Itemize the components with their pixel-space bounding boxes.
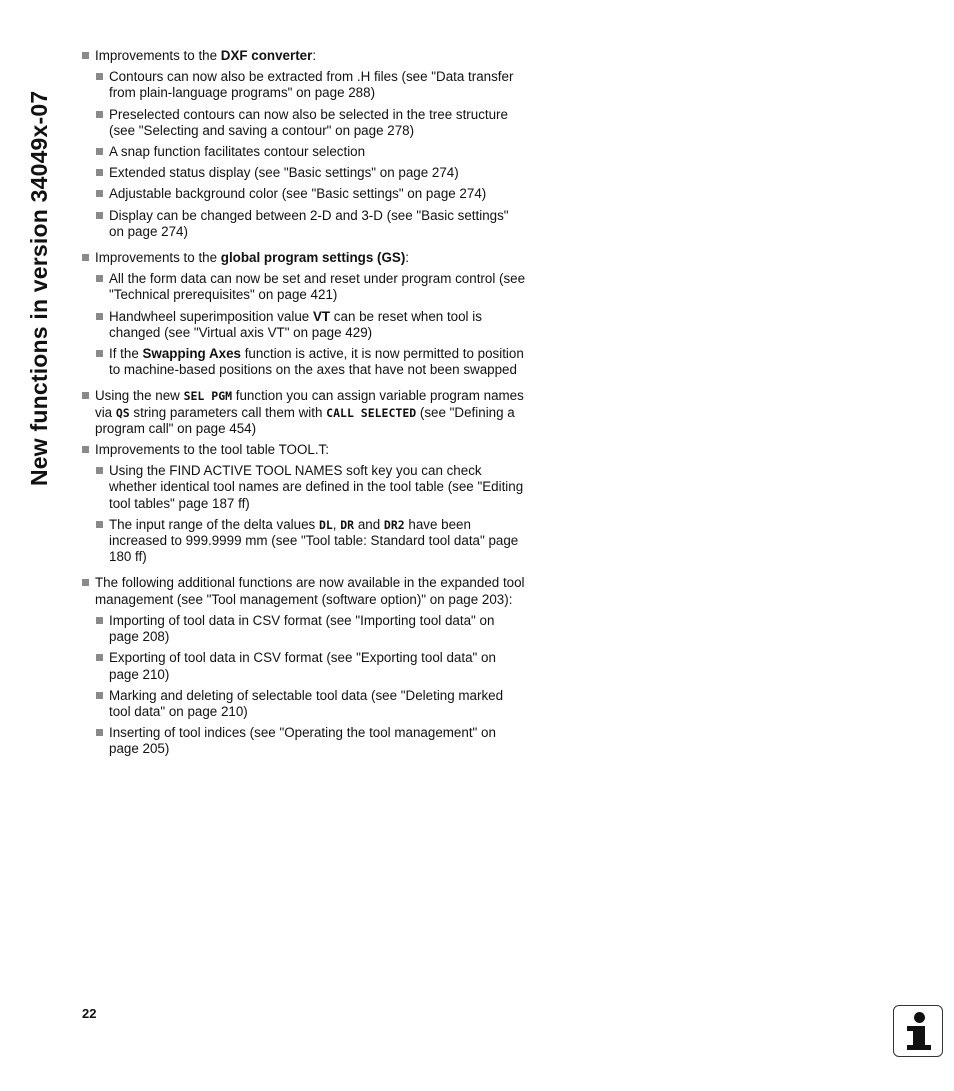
- sub-item-text: Marking and deleting of selectable tool data (see "Deleting marked tool data" on page 210): [109, 687, 504, 719]
- item-bold: global program settings (GS): [220, 250, 406, 266]
- item-text: Using the new: [95, 388, 184, 404]
- code-keyword: CALL SELECTED: [326, 405, 417, 420]
- square-bullet-icon: [96, 729, 103, 736]
- item-text: function you can assign variable program names via: [95, 388, 524, 420]
- item-bold: DXF converter: [220, 48, 313, 63]
- square-bullet-icon: [82, 392, 89, 399]
- code-keyword: DR2: [383, 517, 405, 532]
- side-title: New functions in version 34049x-07: [26, 90, 52, 486]
- square-bullet-icon: [82, 579, 89, 586]
- list-item: [82, 388, 527, 437]
- sub-item-text: and: [354, 516, 384, 532]
- sub-list-item: [82, 613, 527, 645]
- sub-item-text: Adjustable background color (see "Basic settings" on page 274): [109, 186, 487, 202]
- square-bullet-icon: [96, 190, 103, 197]
- sub-list-item: [82, 346, 527, 378]
- sub-item-text: Using the FIND ACTIVE TOOL NAMES soft key you can check whether identical tool names are defined in the tool table (see "Editing tool tables" page 187 ff): [109, 463, 524, 511]
- square-bullet-icon: [82, 254, 89, 261]
- sub-item-text: Handwheel superimposition value: [109, 308, 313, 324]
- item-text: Improvements to the: [95, 48, 221, 63]
- square-bullet-icon: [96, 654, 103, 661]
- sub-list-item: [82, 517, 527, 566]
- sub-list-item: [82, 165, 527, 181]
- sub-list-item: [82, 309, 527, 341]
- code-keyword: QS: [115, 405, 130, 420]
- item-text: string parameters call them with: [129, 404, 327, 420]
- sub-list-item: [82, 688, 527, 720]
- sub-list-item: [82, 650, 527, 682]
- code-keyword: DR: [340, 517, 355, 532]
- sub-item-text: A snap function facilitates contour selection: [109, 144, 366, 160]
- item-text: The following additional functions are now available in the expanded tool management (see "Tool management (software option)" on page 203):: [95, 575, 525, 607]
- sub-item-text: Extended status display (see "Basic settings" on page 274): [109, 165, 459, 181]
- page-number: 22: [82, 1006, 97, 1021]
- square-bullet-icon: [96, 275, 103, 282]
- square-bullet-icon: [96, 73, 103, 80]
- square-bullet-icon: [96, 692, 103, 699]
- square-bullet-icon: [82, 52, 89, 59]
- square-bullet-icon: [96, 467, 103, 474]
- square-bullet-icon: [96, 617, 103, 624]
- info-i-icon: [893, 1005, 943, 1057]
- sub-item-text: Display can be changed between 2-D and 3-D (see "Basic settings" on page 274): [109, 207, 509, 239]
- sub-item-text: can be reset when tool is changed (see "Virtual axis VT" on page 429): [109, 308, 482, 340]
- sub-item-text: ,: [332, 516, 341, 532]
- square-bullet-icon: [82, 446, 89, 453]
- sub-list-item: [82, 463, 527, 512]
- info-dot: [914, 1012, 925, 1023]
- item-text: Improvements to the tool table TOOL.T:: [95, 442, 329, 458]
- sub-item-text: All the form data can now be set and reset under program control (see "Technical prerequisites" on page 421): [109, 271, 526, 303]
- sub-item-bold: Swapping Axes: [142, 346, 241, 362]
- sub-item-text: Exporting of tool data in CSV format (see "Exporting tool data" on page 210): [109, 650, 496, 682]
- code-keyword: DL: [318, 517, 333, 532]
- item-text: :: [312, 48, 317, 63]
- sub-item-text: Inserting of tool indices (see "Operating the tool management" on page 205): [109, 725, 496, 757]
- sub-item-text: If the: [109, 346, 143, 362]
- sub-list-item: [82, 208, 527, 240]
- sub-item-text: Contours can now also be extracted from .H files (see "Data transfer from plain-language programs" on page 288): [109, 69, 514, 101]
- list-item: [82, 250, 527, 266]
- sub-item-text: The input range of the delta values: [109, 516, 319, 532]
- sub-list-item: [82, 144, 527, 160]
- list-item: [82, 442, 527, 458]
- item-text: (see "Defining a program call" on page 454): [95, 404, 515, 436]
- square-bullet-icon: [96, 148, 103, 155]
- item-text: :: [405, 250, 410, 266]
- sub-list-item: [82, 107, 527, 139]
- square-bullet-icon: [96, 111, 103, 118]
- code-keyword: SEL PGM: [183, 389, 233, 404]
- sub-item-text: Importing of tool data in CSV format (see "Importing tool data" on page 208): [109, 612, 495, 645]
- sub-item-text: function is active, it is now permitted to position to machine-based positions on the axes that have not been swapped: [109, 346, 524, 378]
- item-text: Improvements to the: [95, 250, 221, 266]
- square-bullet-icon: [96, 521, 103, 528]
- square-bullet-icon: [96, 350, 103, 357]
- list-item: [82, 575, 527, 607]
- square-bullet-icon: [96, 313, 103, 320]
- sub-list-item: [82, 69, 527, 101]
- sub-item-bold: VT: [312, 308, 331, 324]
- sub-list-item: [82, 186, 527, 202]
- sub-item-text: Preselected contours can now also be selected in the tree structure (see "Selecting and saving a contour" on page 278): [109, 106, 508, 138]
- list-item: [82, 48, 527, 64]
- info-base: [907, 1045, 931, 1050]
- sub-item-text: have been increased to 999.9999 mm (see "Tool table: Standard tool data" page 180 ff): [109, 516, 519, 565]
- sub-list-item: [82, 271, 527, 303]
- square-bullet-icon: [96, 212, 103, 219]
- square-bullet-icon: [96, 169, 103, 176]
- content: [82, 48, 527, 758]
- sub-list-item: [82, 725, 527, 757]
